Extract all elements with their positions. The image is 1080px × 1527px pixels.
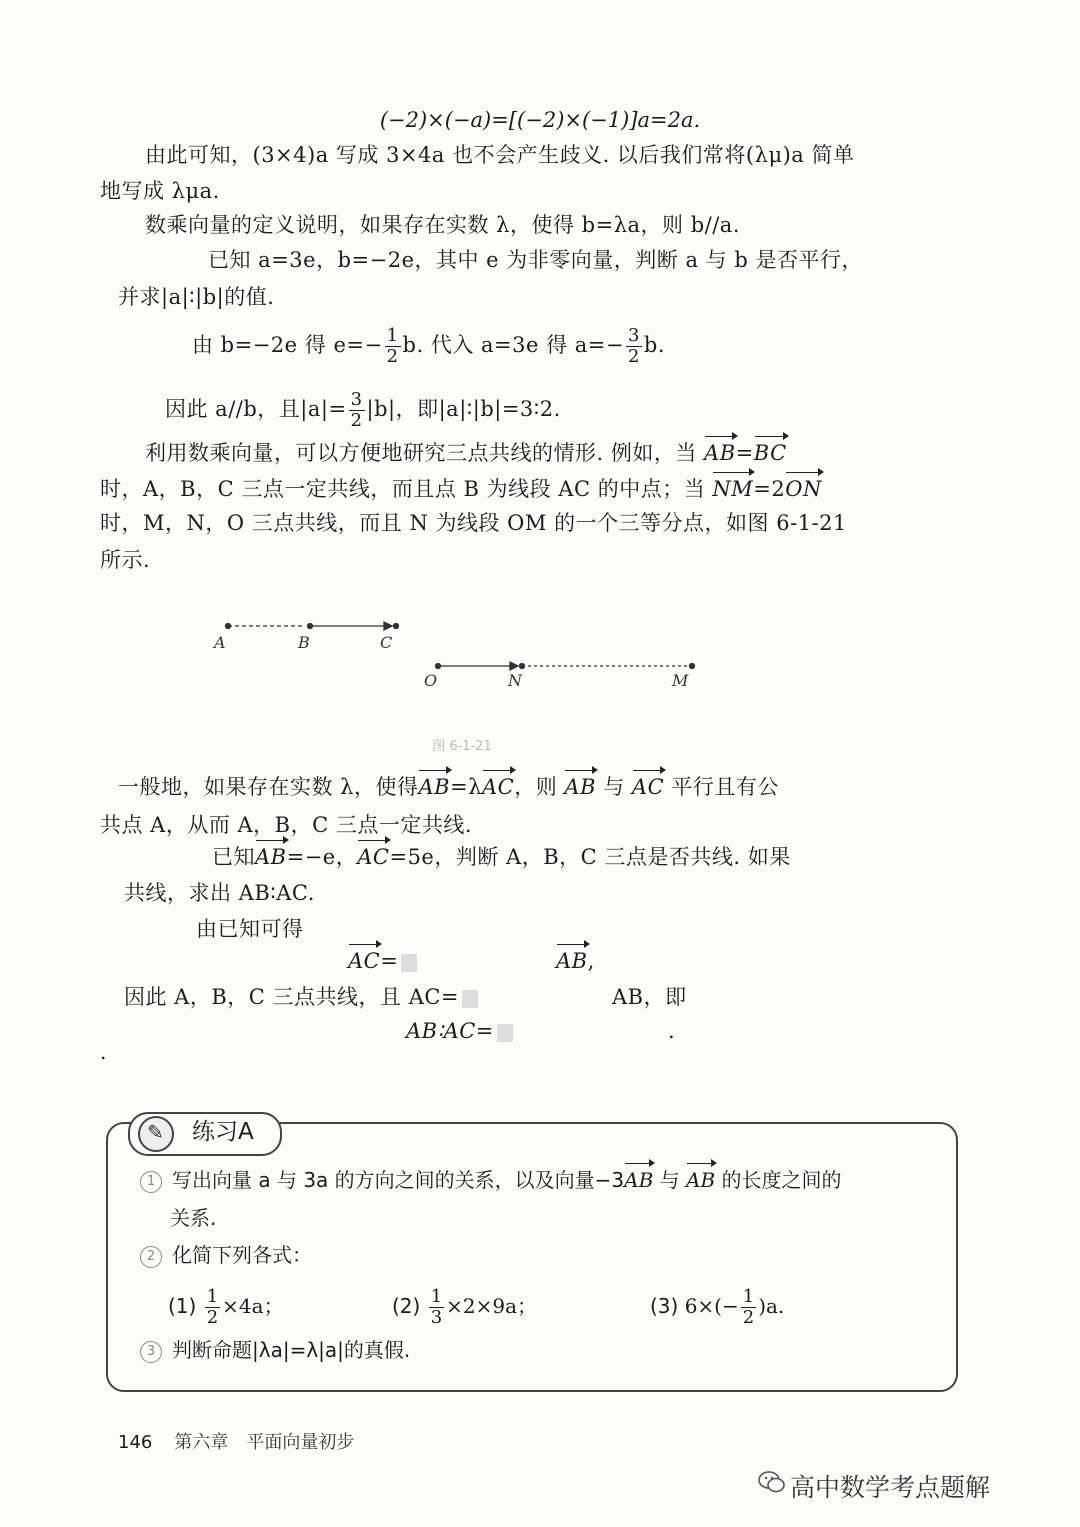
solution-line: 由 b=−2e 得 e=− $\frac{1}{2}$ b. 代入 a=3e 得 a=− $\frac{3}{2}$ b.	[192, 325, 666, 367]
label-b: B	[298, 633, 310, 652]
label-n: N	[508, 671, 522, 690]
collinear-figure	[200, 610, 720, 760]
practice-question-2: 2 化简下列各式：	[140, 1240, 312, 1270]
solution-line: AB,	[556, 946, 595, 976]
point-m	[690, 664, 695, 669]
period: .	[668, 1019, 676, 1043]
answer-blank	[462, 990, 478, 1008]
page-number: 146	[118, 1432, 153, 1453]
practice-item: (1) $\frac{1}{2}$ ×4a；	[168, 1286, 284, 1328]
label-m: M	[672, 671, 689, 690]
label-o: O	[424, 671, 438, 690]
answer-blank	[401, 954, 417, 972]
example-line: 已知AB=−e，AC=5e，判断 A，B，C 三点是否共线. 如果	[212, 842, 791, 872]
example-line: 已知 a=3e，b=−2e，其中 e 为非零向量，判断 a 与 b 是否平行，	[208, 248, 863, 272]
practice-item: (2) $\frac{1}{3}$ ×2×9a；	[392, 1286, 538, 1328]
point-c	[394, 624, 399, 629]
practice-title: 练习A	[192, 1119, 254, 1145]
solution-line: 因此 a//b，且|a|= $\frac{3}{2}$ |b|，即|a|∶|b|=3∶2.	[165, 389, 561, 431]
solution-line: AB∶AC=	[406, 1016, 516, 1046]
wechat-icon	[758, 1470, 786, 1494]
question-number-badge: 2	[140, 1246, 162, 1268]
solution-line: AB，即	[612, 985, 687, 1009]
practice-question-1: 1 写出向量 a 与 3a 的方向之间的关系，以及向量−3AB 与 AB 的长度之间的	[140, 1165, 842, 1195]
paragraph-line: 地写成 λμa.	[100, 179, 220, 203]
question-number-badge: 1	[140, 1171, 162, 1193]
arrow-on	[510, 662, 518, 670]
answer-blank	[497, 1024, 513, 1042]
practice-item: (3) 6×(− $\frac{1}{2}$ )a.	[650, 1286, 785, 1328]
question-number-badge: 3	[140, 1341, 162, 1363]
eq-line-1: (−2)×(−a)=[(−2)×(−1)]a=2a.	[379, 108, 701, 132]
practice-question-3: 3 判断命题|λa|=λ|a|的真假.	[140, 1335, 410, 1365]
solution-line: 因此 A，B，C 三点共线，且 AC=	[124, 982, 481, 1012]
fraction: $\frac{1}{2}$	[386, 325, 399, 367]
arrow-bc	[384, 622, 392, 630]
watermark: 高中数学考点题解	[790, 1473, 991, 1502]
point-o	[436, 664, 441, 669]
example-line: 并求|a|∶|b|的值.	[118, 285, 275, 309]
solution-line: AC=	[348, 946, 420, 976]
paragraph-line: 一般地，如果存在实数 λ，使得AB=λAC，则 AB 与 AC 平行且有公	[118, 772, 779, 802]
point-b	[308, 624, 313, 629]
fraction: $\frac{3}{2}$	[350, 389, 363, 431]
point-n	[520, 664, 525, 669]
fraction: $\frac{3}{2}$	[627, 325, 640, 367]
practice-question-1-cont: 关系.	[170, 1206, 217, 1230]
paragraph-line: 共点 A，从而 A，B，C 三点一定共线.	[100, 813, 473, 837]
page-footer	[118, 1428, 354, 1454]
paragraph-line: 数乘向量的定义说明，如果存在实数 λ，使得 b=λa，则 b//a.	[145, 213, 740, 237]
figure-caption: 图 6-1-21	[432, 739, 492, 754]
label-a: A	[214, 633, 226, 652]
pencil-icon	[138, 1116, 174, 1152]
chapter-title: 第六章 平面向量初步	[174, 1432, 355, 1453]
paragraph-line: 利用数乘向量，可以方便地研究三点共线的情形. 例如，当 AB=BC	[145, 438, 787, 468]
label-c: C	[380, 633, 393, 652]
solution-line: 由已知可得	[196, 917, 304, 941]
paragraph-line: 时，A，B，C 三点一定共线，而且点 B 为线段 AC 的中点；当 NM=2ON	[100, 474, 822, 504]
paragraph-line: 所示.	[100, 548, 151, 572]
example-line: 共线，求出 AB∶AC.	[124, 881, 315, 905]
stray-dot: .	[100, 1040, 107, 1064]
paragraph-line: 由此可知，(3×4)a 写成 3×4a 也不会产生歧义. 以后我们常将(λμ)a 简单	[145, 143, 855, 167]
paragraph-line: 时，M，N，O 三点共线，而且 N 为线段 OM 的一个三等分点，如图 6-1-21	[100, 511, 847, 535]
point-a	[226, 624, 231, 629]
